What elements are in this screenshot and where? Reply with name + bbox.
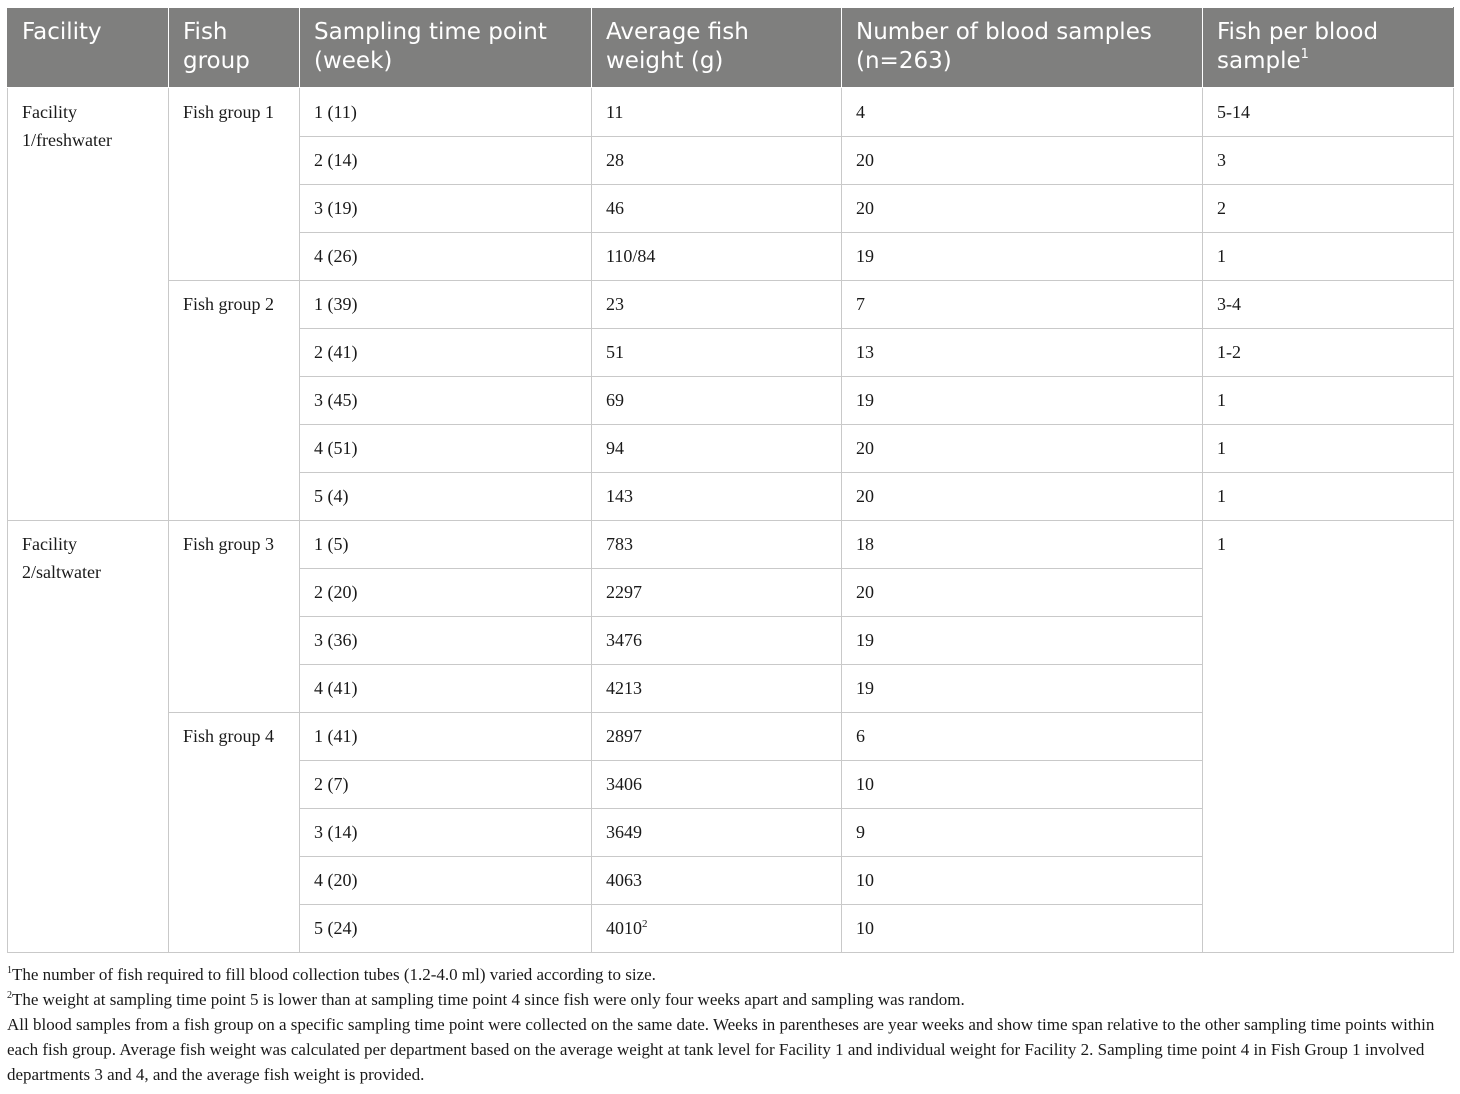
table-note: All blood samples from a fish group on a specific sampling time point were collected on the same date. Weeks in parentheses are year weeks and show time span relative to the other sampling time points within each fish group. Average fish weight was calculated per department based on the average weight at tank level for Facility 1 and individual weight for Facility 2. Sampling time point 4 in Fish Group 1 involved departments 3 and 4, and the average fish weight is provided. (7, 1015, 1435, 1084)
weight-cell: 94 (592, 425, 842, 473)
samples-cell: 10 (842, 905, 1203, 953)
timepoint-cell: 4 (51) (300, 425, 592, 473)
weight-cell: 2297 (592, 569, 842, 617)
fish-sampling-table (7, 7, 1454, 953)
timepoint-cell: 3 (19) (300, 185, 592, 233)
header-row (8, 8, 1454, 88)
samples-cell: 13 (842, 329, 1203, 377)
table-row (8, 521, 1454, 569)
timepoint-cell: 5 (24) (300, 905, 592, 953)
weight-cell: 110/84 (592, 233, 842, 281)
header-sampling-time-point: Sampling time point (week) (300, 8, 592, 88)
samples-cell: 20 (842, 137, 1203, 185)
header-facility: Facility (8, 8, 169, 88)
weight-cell: 28 (592, 137, 842, 185)
timepoint-cell: 3 (36) (300, 617, 592, 665)
timepoint-cell: 2 (41) (300, 329, 592, 377)
weight-cell: 46 (592, 185, 842, 233)
table-row (8, 88, 1454, 137)
samples-cell: 19 (842, 665, 1203, 713)
fish-per-sample-cell: 1-2 (1203, 329, 1454, 377)
samples-cell: 9 (842, 809, 1203, 857)
fish-per-sample-cell: 1 (1203, 521, 1454, 953)
timepoint-cell: 2 (14) (300, 137, 592, 185)
weight-cell: 3649 (592, 809, 842, 857)
weight-cell: 4063 (592, 857, 842, 905)
samples-cell: 10 (842, 857, 1203, 905)
timepoint-cell: 3 (14) (300, 809, 592, 857)
fish-per-sample-cell: 1 (1203, 377, 1454, 425)
fish-group-cell: Fish group 4 (169, 713, 300, 953)
fish-group-cell: Fish group 3 (169, 521, 300, 713)
timepoint-cell: 1 (41) (300, 713, 592, 761)
footnote-2: $^2$The weight at sampling time point 5 is lower than at sampling time point 4 since fish were only four weeks apart and sampling was random. (7, 990, 965, 1009)
samples-cell: 20 (842, 569, 1203, 617)
table-container (7, 7, 1453, 953)
fish-per-sample-cell: 3 (1203, 137, 1454, 185)
header-fish-group: Fish group (169, 8, 300, 88)
weight-cell: 51 (592, 329, 842, 377)
samples-cell: 10 (842, 761, 1203, 809)
facility-cell: Facility 2/saltwater (8, 521, 169, 953)
timepoint-cell: 2 (20) (300, 569, 592, 617)
table-row (8, 281, 1454, 329)
weight-cell: 3476 (592, 617, 842, 665)
fish-per-sample-cell: 2 (1203, 185, 1454, 233)
weight-cell: 69 (592, 377, 842, 425)
timepoint-cell: 4 (20) (300, 857, 592, 905)
header-average-weight: Average fish weight (g) (592, 8, 842, 88)
timepoint-cell: 2 (7) (300, 761, 592, 809)
fish-per-sample-cell: 1 (1203, 473, 1454, 521)
fish-per-sample-cell: 5-14 (1203, 88, 1454, 137)
samples-cell: 6 (842, 713, 1203, 761)
footnote-1: $^1$The number of fish required to fill blood collection tubes (1.2-4.0 ml) varied according to size. (7, 965, 656, 984)
header-fish-per-sample: Fish per blood sample$^1$ (1203, 8, 1454, 88)
timepoint-cell: 1 (5) (300, 521, 592, 569)
timepoint-cell: 1 (11) (300, 88, 592, 137)
timepoint-cell: 5 (4) (300, 473, 592, 521)
fish-group-cell: Fish group 2 (169, 281, 300, 521)
samples-cell: 7 (842, 281, 1203, 329)
samples-cell: 20 (842, 185, 1203, 233)
weight-cell: 11 (592, 88, 842, 137)
timepoint-cell: 1 (39) (300, 281, 592, 329)
table-footnotes (7, 962, 1457, 1087)
samples-cell: 19 (842, 233, 1203, 281)
weight-cell: 23 (592, 281, 842, 329)
samples-cell: 20 (842, 473, 1203, 521)
timepoint-cell: 3 (45) (300, 377, 592, 425)
samples-cell: 18 (842, 521, 1203, 569)
samples-cell: 4 (842, 88, 1203, 137)
facility-cell: Facility 1/freshwater (8, 88, 169, 521)
fish-group-cell: Fish group 1 (169, 88, 300, 281)
weight-cell: 143 (592, 473, 842, 521)
weight-cell: 3406 (592, 761, 842, 809)
samples-cell: 20 (842, 425, 1203, 473)
timepoint-cell: 4 (41) (300, 665, 592, 713)
weight-cell: 2897 (592, 713, 842, 761)
fish-per-sample-cell: 1 (1203, 425, 1454, 473)
weight-cell: 4213 (592, 665, 842, 713)
fish-per-sample-cell: 3-4 (1203, 281, 1454, 329)
samples-cell: 19 (842, 617, 1203, 665)
weight-cell: 4010$^2$ (592, 905, 842, 953)
weight-cell: 783 (592, 521, 842, 569)
header-blood-samples: Number of blood samples (n=263) (842, 8, 1203, 88)
timepoint-cell: 4 (26) (300, 233, 592, 281)
fish-per-sample-cell: 1 (1203, 233, 1454, 281)
samples-cell: 19 (842, 377, 1203, 425)
